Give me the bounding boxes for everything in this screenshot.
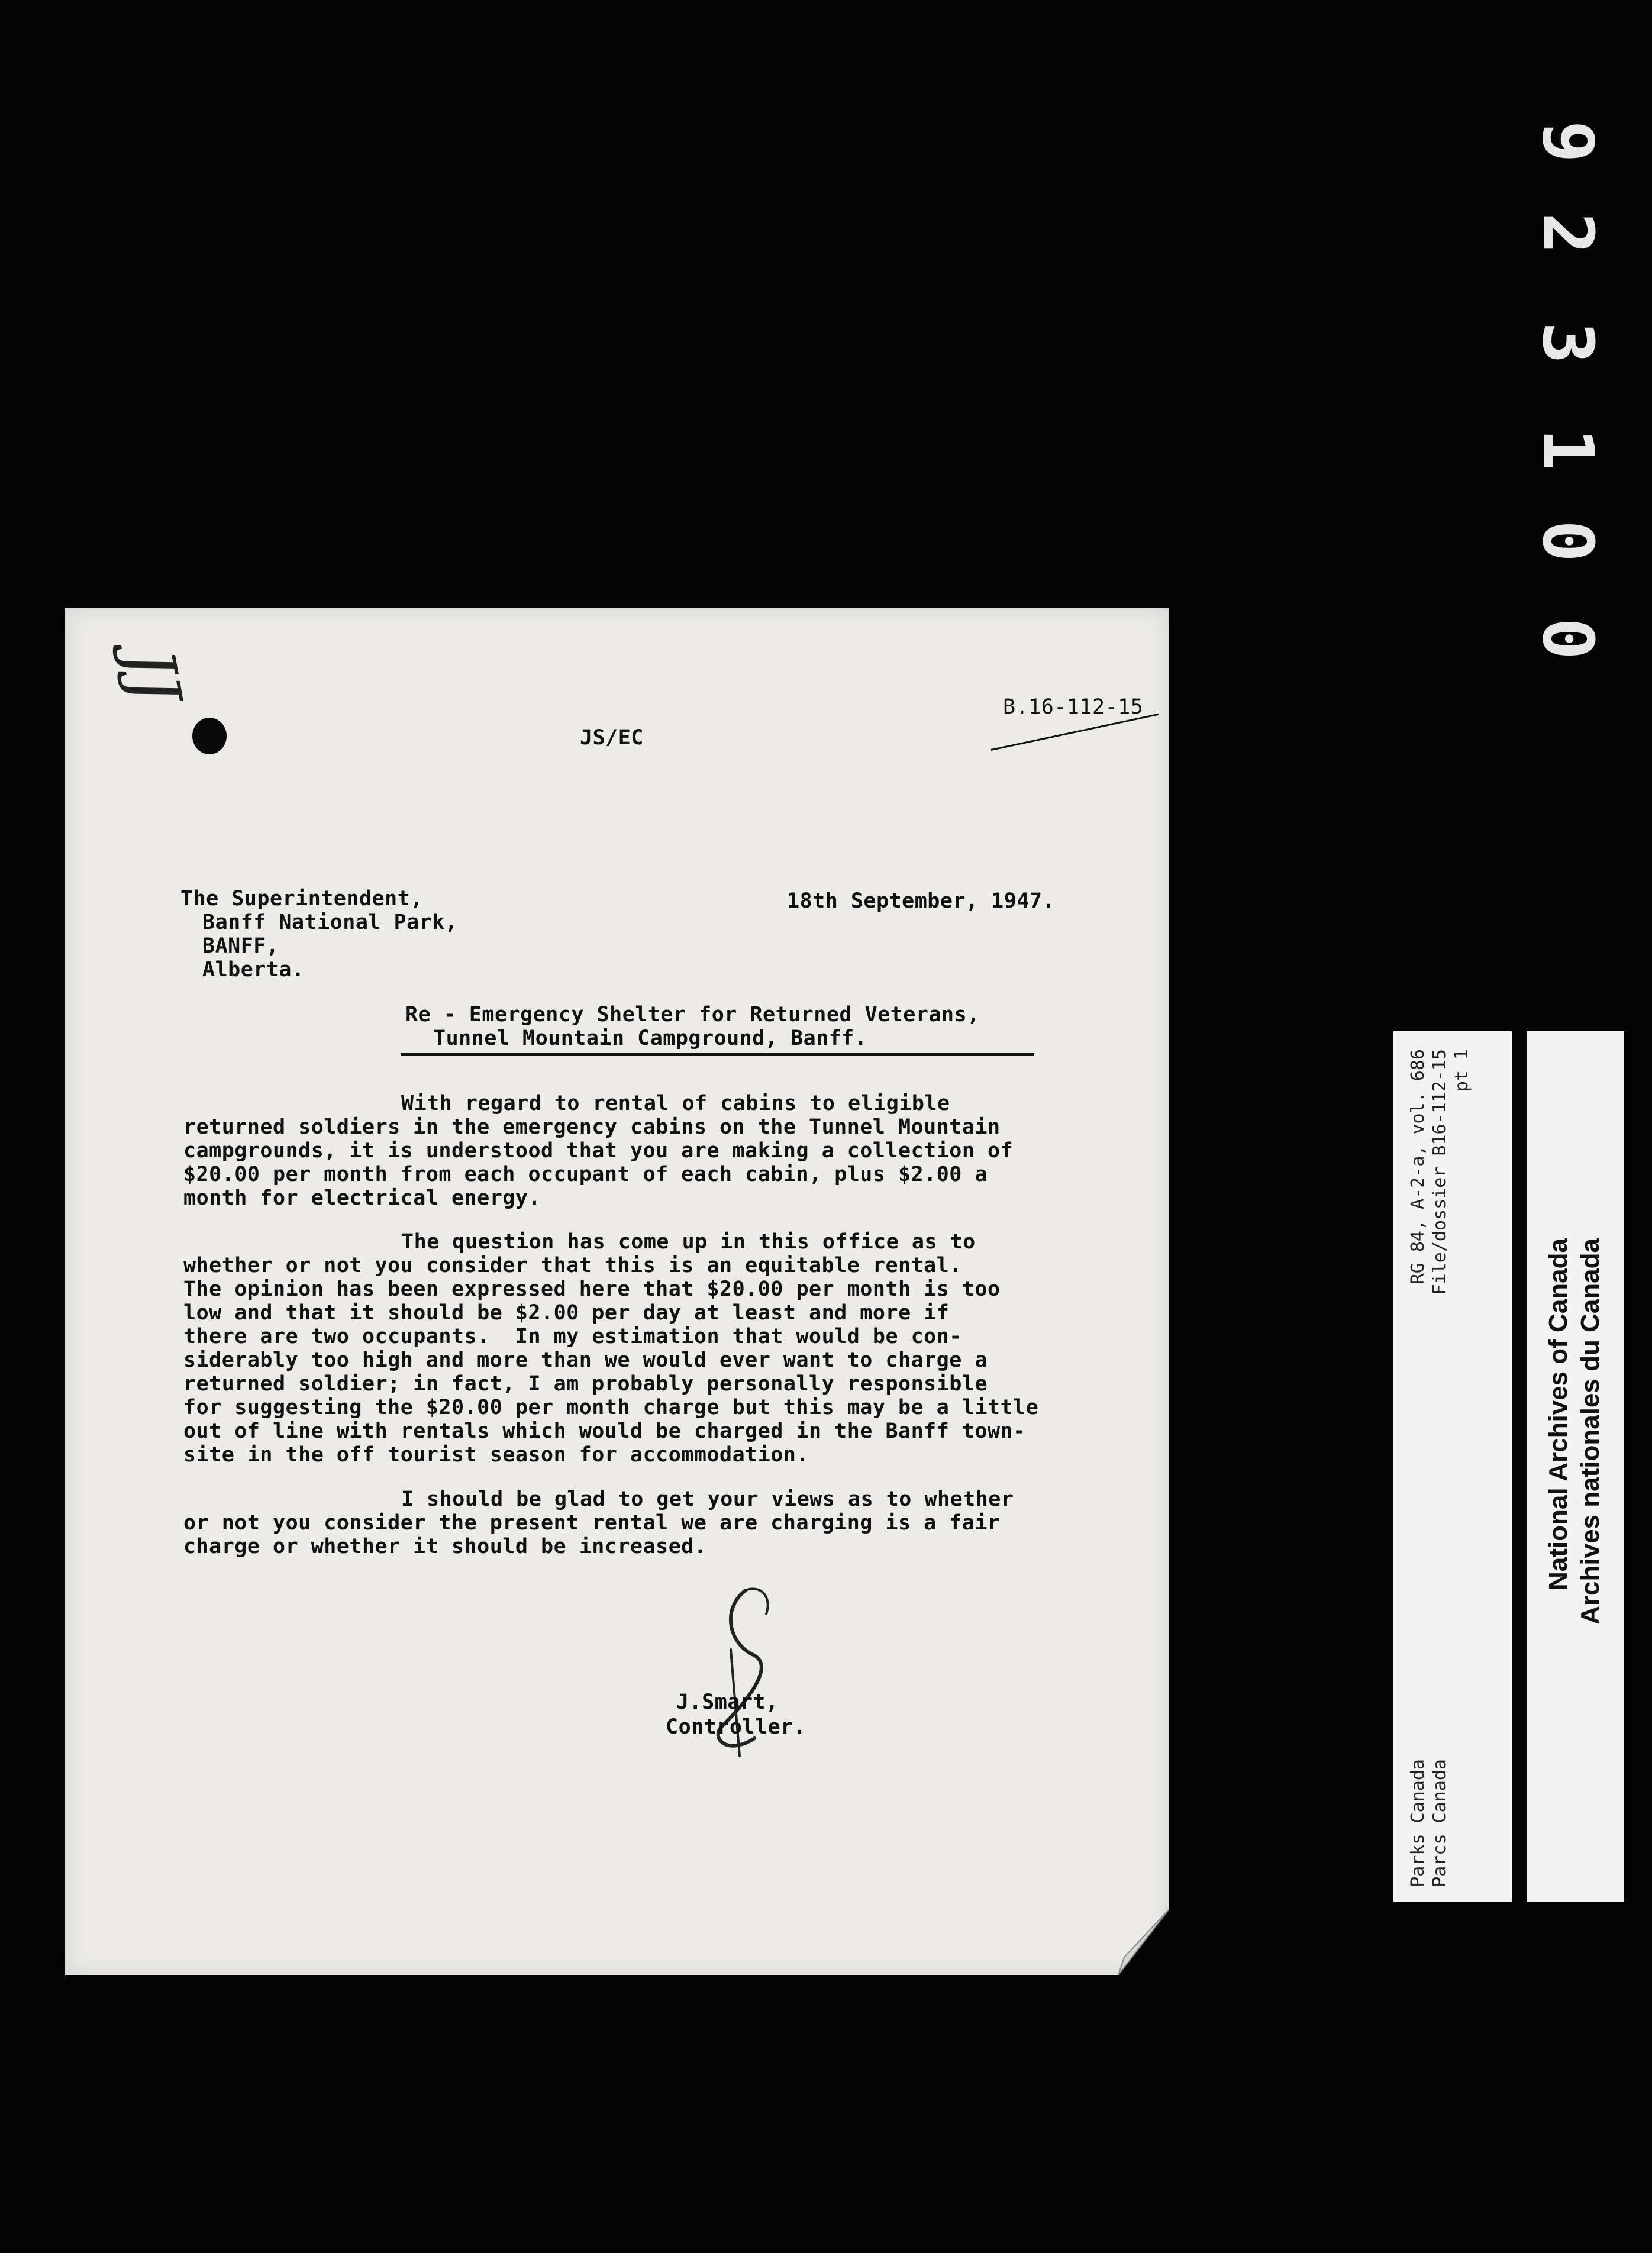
letter-sheet — [65, 608, 1169, 1975]
agency-line: Parcs Canada — [1430, 1759, 1450, 1887]
frame-digit: 0 — [1527, 618, 1609, 660]
body-line: $20.00 per month from each occupant of each cabin, plus $2.00 a — [183, 1163, 988, 1186]
frame-digit: 2 — [1527, 212, 1609, 255]
signatory-title: Controller. — [666, 1715, 806, 1739]
body-line: there are two occupants. In my estimation that would be con- — [183, 1325, 962, 1348]
subject-line: Tunnel Mountain Campground, Banff. — [433, 1027, 867, 1050]
archive-institution-card — [1527, 1031, 1624, 1902]
body-line: I should be glad to get your views as to whether — [401, 1487, 1014, 1511]
body-line: campgrounds, it is understood that you are making a collection of — [183, 1139, 1014, 1163]
ink-blot — [192, 718, 227, 754]
body-line: returned soldier; in fact, I am probably personally responsible — [183, 1372, 988, 1396]
body-line: charge or whether it should be increased. — [183, 1535, 707, 1558]
typist-initials: JS/EC — [580, 726, 644, 750]
body-line: whether or not you consider that this is an equitable rental. — [183, 1254, 962, 1277]
reference-line: pt 1 — [1451, 1049, 1472, 1092]
signatory-name: J.Smart, — [676, 1690, 779, 1714]
body-line: site in the off tourist season for accommodation. — [183, 1443, 809, 1467]
recipient-line: The Superintendent, — [180, 887, 423, 911]
frame-digit: 9 — [1527, 121, 1609, 163]
reference-line: RG 84, A-2-a, vol. 686 — [1408, 1049, 1428, 1284]
microfilm-frame-number — [1497, 106, 1609, 686]
archive-reference-card — [1393, 1031, 1512, 1902]
institution-line: Archives nationales du Canada — [1576, 1238, 1605, 1625]
frame-digit: 3 — [1527, 322, 1609, 364]
body-line: or not you consider the present rental we are charging is a fair — [183, 1511, 1001, 1535]
frame-digit: 1 — [1527, 428, 1609, 471]
handwritten-mark: JJ — [111, 643, 196, 709]
recipient-line: Banff National Park, — [202, 911, 458, 934]
body-line: The question has come up in this office as to — [401, 1230, 976, 1254]
handwritten-signature — [657, 1579, 834, 1768]
letter-date: 18th September, 1947. — [787, 889, 1056, 913]
body-line: returned soldiers in the emergency cabins on the Tunnel Mountain — [183, 1115, 1001, 1139]
subject-underline — [401, 1053, 1034, 1056]
body-line: The opinion has been expressed here that $20.00 per month is too — [183, 1277, 1001, 1301]
body-line: With regard to rental of cabins to eligible — [401, 1092, 950, 1115]
folded-corner — [1118, 1910, 1169, 1975]
file-reference: B.16-112-15 — [1003, 695, 1144, 719]
reference-line: File/dossier B16-112-15 — [1430, 1049, 1450, 1295]
recipient-line: BANFF, — [202, 934, 279, 958]
body-line: low and that it should be $2.00 per day at least and more if — [183, 1301, 950, 1325]
body-line: month for electrical energy. — [183, 1186, 541, 1210]
agency-line: Parks Canada — [1408, 1759, 1428, 1887]
frame-digit: 0 — [1527, 520, 1609, 563]
file-reference-stroke — [991, 714, 1159, 751]
body-line: siderably too high and more than we would ever want to charge a — [183, 1348, 988, 1372]
recipient-line: Alberta. — [202, 958, 305, 982]
subject-line: Re - Emergency Shelter for Returned Veterans, — [405, 1003, 980, 1027]
body-line: for suggesting the $20.00 per month charge but this may be a little — [183, 1396, 1039, 1419]
body-line: out of line with rentals which would be charged in the Banff town- — [183, 1419, 1026, 1443]
institution-line: National Archives of Canada — [1544, 1238, 1573, 1590]
